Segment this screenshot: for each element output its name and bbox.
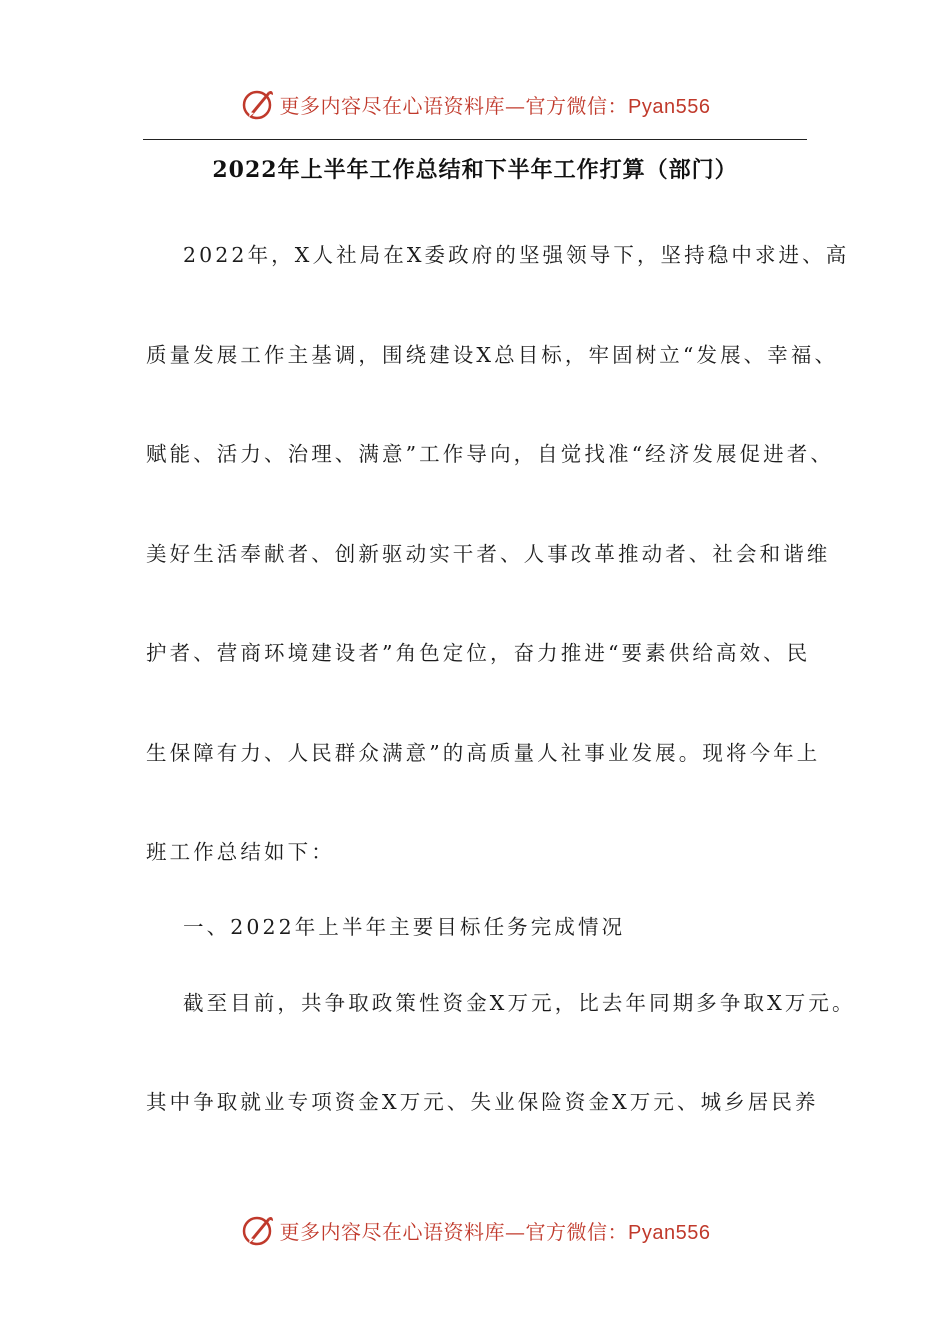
- footer-contact-label: 官方微信：: [525, 1219, 629, 1244]
- body-line-5: 护者、营商环境建设者”角色定位，奋力推进“要素供给高效、民: [146, 641, 811, 665]
- footer-separator: —: [505, 1219, 526, 1244]
- header-divider: [143, 139, 807, 140]
- header-brand-bar: [0, 84, 950, 124]
- body-line-1: 2022年，X人社局在X委政府的坚强领导下，坚持稳中求进、高: [183, 243, 850, 267]
- footer-wechat-id: Pyan556: [628, 1221, 711, 1244]
- quill-pen-logo-icon: [240, 1212, 276, 1248]
- header-brand-name: 更多内容尽在心语资料库: [279, 93, 506, 118]
- section-heading-1: 一、2022年上半年主要目标任务完成情况: [183, 915, 626, 939]
- header-wechat-id: Pyan556: [628, 95, 711, 118]
- body-line-2: 质量发展工作主基调，围绕建设X总目标，牢固树立“发展、幸福、: [146, 343, 839, 367]
- body-line-9: 截至目前，共争取政策性资金X万元，比去年同期多争取X万元。: [183, 991, 856, 1015]
- header-separator: —: [505, 93, 526, 118]
- quill-pen-logo-icon: [240, 86, 276, 122]
- body-line-10: 其中争取就业专项资金X万元、失业保险资金X万元、城乡居民养: [146, 1090, 819, 1114]
- body-line-6: 生保障有力、人民群众满意”的高质量人社事业发展。现将今年上: [146, 741, 821, 765]
- document-title: 2022年上半年工作总结和下半年工作打算（部门）: [212, 157, 738, 183]
- footer-brand-text: [280, 1216, 711, 1245]
- header-contact-label: 官方微信：: [525, 93, 629, 118]
- body-line-4: 美好生活奉献者、创新驱动实干者、人事改革推动者、社会和谐维: [146, 542, 831, 566]
- header-brand-text: [280, 90, 711, 119]
- body-line-3: 赋能、活力、治理、满意”工作导向，自觉找准“经济发展促进者、: [146, 442, 834, 466]
- body-line-7: 班工作总结如下：: [146, 840, 335, 864]
- footer-brand-name: 更多内容尽在心语资料库: [279, 1219, 506, 1244]
- footer-brand-bar: [0, 1210, 950, 1250]
